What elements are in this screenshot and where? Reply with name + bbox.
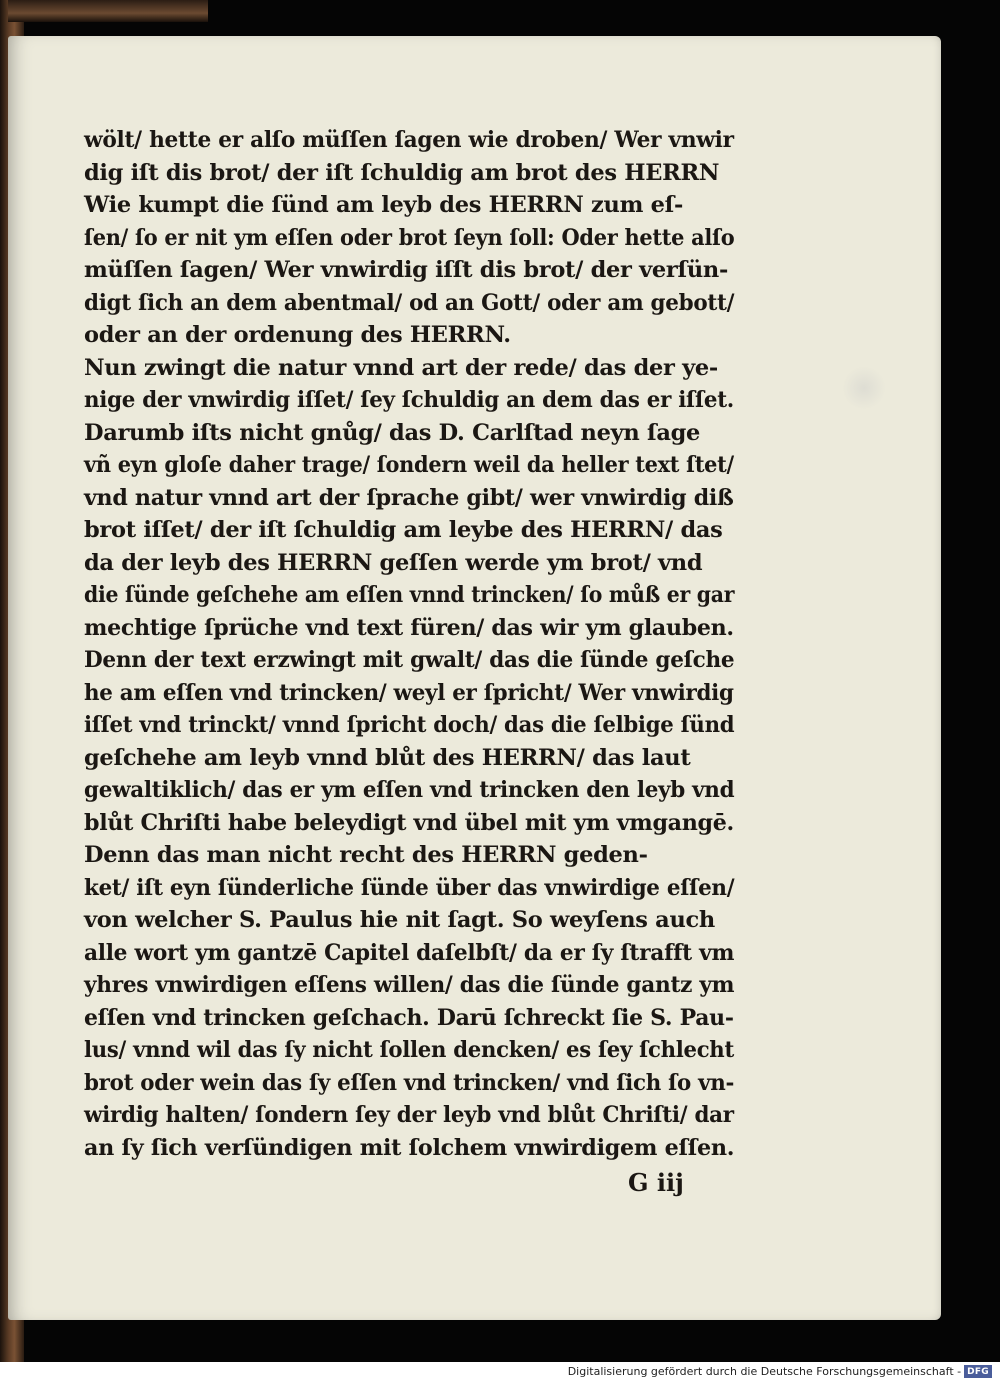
text-line: oder an der ordenung des HERRN. [84, 322, 511, 348]
text-line: brot oder wein das ſy eſſen vnd trincken/ vnd ſich ſo vn- [84, 1069, 735, 1096]
text-line: he am eſſen vnd trincken/ weyl er ſpricht/ Wer vnwirdig [84, 679, 734, 706]
text-line: dig iſt dis brot/ der iſt ſchuldig am brot des HERRN [84, 159, 720, 186]
text-line: müſſen ſagen/ Wer vnwirdig iſſt dis brot/ der verſün- [84, 257, 728, 283]
text-line: Wie kumpt die ſünd am leyb des HERRN zum eſ- [84, 192, 684, 218]
text-line: mechtige ſprüche vnd text füren/ das wir ym glauben. [84, 614, 734, 641]
text-line: vnd natur vnnd art der ſprache gibt/ wer vnwirdig diß [84, 484, 734, 511]
text-line: an ſy ſich verſündigen mit ſolchem vnwirdigem eſſen. [84, 1134, 735, 1161]
text-line: wölt/ hette er alſo müſſen ſagen wie droben/ Wer vnwir [84, 127, 734, 153]
text-line: blůt Chriſti habe beleydigt vnd übel mit ym vmgangē. [84, 809, 734, 836]
text-line: Denn der text erzwingt mit gwalt/ das die ſünde geſche [84, 647, 735, 673]
book-cover-top [8, 0, 208, 22]
paper-stain [842, 366, 886, 410]
digitization-credit [568, 1362, 992, 1381]
text-line: vñ eyn gloſe daher trage/ ſondern weil da heller text ſtet/ [84, 452, 734, 478]
book-page [8, 36, 941, 1320]
credit-text: Digitalisierung gefördert durch die Deutsche Forschungsgemeinschaft - [567, 1365, 962, 1378]
text-line: da der leyb des HERRN geſſen werde ym brot/ vnd [84, 549, 703, 576]
text-line: eſſen vnd trincken geſchach. Darū ſchreckt ſie S. Pau- [84, 1004, 734, 1031]
dfg-logo: DFG [964, 1365, 992, 1378]
text-line: von welcher S. Paulus hie nit ſagt. So weyſens auch [84, 907, 715, 933]
text-line: Darumb iſts nicht gnůg/ das D. Carlſtad neyn ſage [84, 419, 701, 446]
text-line: gewaltiklich/ das er ym eſſen vnd trincken den leyb vnd [84, 777, 735, 803]
text-line: brot iſſet/ der iſt ſchuldig am leybe des HERRN/ das [84, 517, 723, 543]
text-line: Nun zwingt die natur vnnd art der rede/ das der ye- [84, 354, 718, 381]
text-line: ket/ iſt eyn ſünderliche ſünde über das vnwirdige eſſen/ [84, 874, 735, 901]
page-text-block [84, 124, 734, 1164]
text-line: digt ſich an dem abentmal/ od an Gott/ oder am gebott/ [84, 289, 735, 316]
text-line: iſſet vnd trinckt/ vnnd ſpricht doch/ das die ſelbige ſünd [84, 712, 735, 738]
text-line: nige der vnwirdig iſſet/ ſey ſchuldig an dem das er iſſet. [84, 387, 734, 413]
text-line: wirdig halten/ ſondern ſey der leyb vnd blůt Chriſti/ dar [84, 1102, 734, 1128]
text-line: lus/ vnnd wil das ſy nicht ſollen dencken/ es ſey ſchlecht [84, 1037, 734, 1063]
signature-mark: G iij [628, 1168, 684, 1197]
text-line: ſen/ ſo er nit ym eſſen oder brot ſeyn ſoll: Oder hette alſo [84, 224, 735, 251]
text-line: yhres vnwirdigen eſſens willen/ das die ſünde gantz ym [84, 972, 735, 998]
text-line: Denn das man nicht recht des HERRN geden- [84, 842, 648, 868]
text-line: die ſünde geſchehe am eſſen vnnd trincken/ ſo můß er gar [84, 582, 735, 608]
text-line: alle wort ym gantzē Capitel daſelbſt/ da er ſy ſtrafft vm [84, 939, 735, 966]
text-line: geſchehe am leyb vnnd blůt des HERRN/ das laut [84, 744, 691, 771]
